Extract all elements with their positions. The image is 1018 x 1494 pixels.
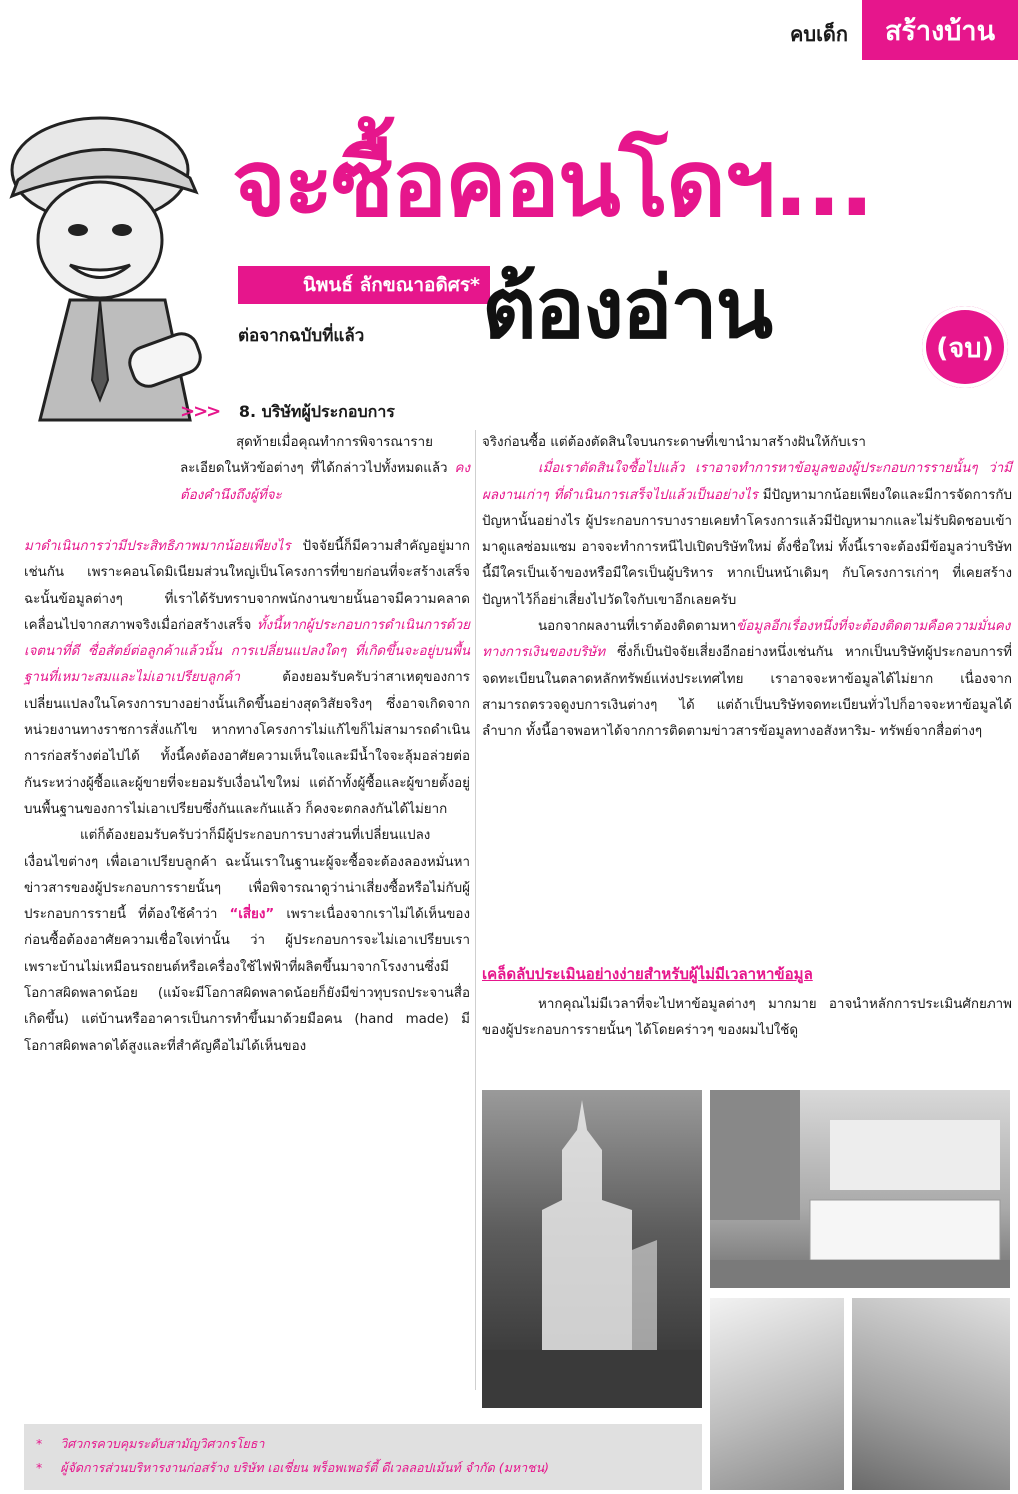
end-badge: (จบ) xyxy=(922,306,1008,388)
footnote-item: * ผู้จัดการส่วนบริหารงานก่อสร้าง บริษัท เอเชี่ยน พร็อพเพอร์ตี้ ดีเวลลอปเม้นท์ จำกัด (มหาชน) xyxy=(36,1460,550,1475)
body-text: สุดท้ายเมื่อคุณทำการพิจารณารายละเอียดในหัวข้อต่างๆ ที่ได้กล่าวไปทั้งหมดแล้ว xyxy=(180,435,448,477)
section-heading xyxy=(180,400,395,425)
article-title-line1: จะซื้อคอนโดฯ... xyxy=(232,130,873,237)
highlight-text: คงต้องคำนึงถึงผู้ที่จะ xyxy=(180,461,470,503)
body-text: เพราะเนื่องจากเราไม่ได้เห็นของก่อนซื้อต้องอาศัยความเชื่อใจเท่านั้น ว่า ผู้ประกอบการจะไม่เอาเปรียบเรา เพราะบ้านไม่เหมือนรถยนต์หรือเครื่องใช้ไฟฟ้าที่ผลิตขึ้นมาจากโรงงานซึ่งมีโอกาสผิดพลาดน้อย (แม้จะมีโอกาสผิดพลาดน้อยก็ยังมีข่าวทุบรถประจานสื่อเกิดขึ้น) แต่บ้านหรืออาคารเป็นการทำขึ้นมาด้วยมือคน (hand made) มีโอกาสผิดพลาดได้สูงและที่สำคัญคือไม่ได้เห็นของ xyxy=(24,907,471,1054)
body-text: ซึ่งก็เป็นปัจจัยเสี่ยงอีกอย่างหนึ่งเช่นกัน หากเป็นบริษัทผู้ประกอบการที่จดทะเบียนในตลาดหลักทรัพย์แห่งประเทศไทย เราอาจจะหาข้อมูลได้ไม่ยาก เนื่องจากสามารถตรวจดูงบการเงินต่างๆ ได้ แต่ถ้าเป็นบริษัทจดทะเบียนทั่วไปก็อาจจะหาข้อมูลได้ลำบาก ทั้งนี้อาจพอหาได้จากการติดตามข่าวสารข้อมูลทางอสังหาริม- ทรัพย์จากสื่อต่างๆ xyxy=(482,645,1012,740)
bed-icon xyxy=(710,1090,1010,1288)
highlight-text: มาดำเนินการว่ามีประสิทธิภาพมากน้อยเพียงไร xyxy=(24,539,291,554)
section-label-box: สร้างบ้าน xyxy=(862,0,1018,60)
highlight-text: เมื่อเราตัดสินใจซื้อไปแล้ว เราอาจทำการหาข้อมูลของผู้ประกอบการรายนั้นๆ ว่ามีผลงานเก่าๆ ที่ดำเนินการเสร็จไปแล้วเป็นอย่างไร xyxy=(482,461,1012,503)
building-icon xyxy=(482,1090,702,1408)
body-text: ปัจจัยนี้ก็มีความสำคัญอยู่มากเช่นกัน เพราะคอนโดมิเนียมส่วนใหญ่เป็นโครงการที่ขายก่อนที่จะสร้างเสร็จ ฉะนั้นข้อมูลต่างๆ ที่เราได้รับทราบจากพนักงานขายนั้นอาจมีความคลาดเคลื่อนไปจากสภาพจริงเมื่อก่อสร้างเสร็จ xyxy=(24,539,470,633)
continued-note: ต่อจากฉบับที่แล้ว xyxy=(238,326,365,346)
body-text: ต้องยอมรับครับว่าสาเหตุของการเปลี่ยนแปลงในโครงการบางอย่างนั้นเกิดขึ้นอย่างสุดวิสัยจริงๆ ซึ่งอาจเกิดจากหน่วยงานทางราชการสั่งแก้ไข หากทางโครงการไม่แก้ไขก็ไม่สามารถดำเนินการก่อสร้างต่อไปได้ ทั้งนี้คงต้องอาศัยความเห็นใจและมีน้ำใจจะลุ้มอล่วยต่อกันระหว่างผู้ซื้อและผู้ขายที่จะยอมรับเงื่อนไขใหม่ แต่ถ้าทั้งผู้ซื้อและผู้ขายตั้งอยู่บนพื้นฐานของการไม่เอาเปรียบซึ่งกันและกันแล้ว ก็คงจะตกลงกันได้ไม่ยาก xyxy=(24,670,470,817)
arrow-icon: >>> xyxy=(180,401,220,422)
tip-heading: เคล็ดลับประเมินอย่างง่ายสำหรับผู้ไม่มีเวลาหาข้อมูล xyxy=(482,965,813,983)
condo-tower-photo xyxy=(482,1090,702,1408)
section-heading-text: 8. บริษัทผู้ประกอบการ xyxy=(238,402,395,421)
author-byline: นิพนธ์ ลักขณาอดิศร* xyxy=(238,266,490,304)
right-column xyxy=(482,430,1012,746)
body-text: หากคุณไม่มีเวลาที่จะไปหาข้อมูลต่างๆ มากมาย อาจนำหลักการประเมินศักยภาพของผู้ประกอบการรายนั้นๆ ได้โดยคร่าวๆ ของผมไปใช้ดู xyxy=(482,997,1012,1039)
bedroom-photo xyxy=(710,1090,1010,1288)
highlight-text: ข้อมูลอีกเรื่องหนึ่งที่จะต้องติดตามคือความมั่นคงทางการเงินของบริษัท xyxy=(482,619,1011,661)
footnotes-box xyxy=(24,1424,702,1490)
footnote-item: * วิศวกรควบคุมระดับสามัญวิศวกรโยธา xyxy=(36,1436,265,1451)
column-divider xyxy=(475,430,476,1390)
left-column-top-paragraph xyxy=(180,430,470,509)
section-label-small: คบเด็ก xyxy=(790,22,849,46)
body-text: มีปัญหามากน้อยเพียงใดและมีการจัดการกับปัญหานั้นอย่างไร ผู้ประกอบการบางรายเคยทำโครงการแล้วมีปัญหามากและไม่รับผิดชอบเข้ามาดูแลซ่อมแซม อาจจะทำการหนีไปเปิดบริษัทใหม่ ตั้งชื่อใหม่ ทั้งนี้เราจะต้องมีข้อมูลว่าบริษัทนี้มีใครเป็นเจ้าของหรือมีใครเป็นผู้บริหาร หากเป็นหน้าเดิมๆ กับโครงการเก่าๆ ที่เคยสร้างปัญหาไว้ก็อย่าเสี่ยงไปวัดใจกับเขาอีกเลยครับ xyxy=(482,487,1012,608)
article-title-line2: ต้องอ่าน xyxy=(482,259,772,357)
highlight-text: ทั้งนี้หากผู้ประกอบการดำเนินการด้วยเจตนาที่ดี ซื่อสัตย์ต่อลูกค้าแล้วนั้น การเปลี่ยนแปลงใดๆ ที่เกิดขึ้นจะอยู่บนพื้นฐานที่เหมาะสมและไม่เอาเปรียบลูกค้า xyxy=(24,617,470,686)
engineer-cartoon-illustration xyxy=(0,100,232,430)
body-text: จริงก่อนซื้อ แต่ต้องตัดสินใจบนกระดาษที่เขานำมาสร้างฝันให้กับเรา xyxy=(482,435,866,450)
tip-paragraph xyxy=(482,992,1012,1045)
living-room-photo xyxy=(710,1298,844,1490)
body-text: นอกจากผลงานที่เราต้องติดตามหา xyxy=(538,619,737,635)
left-column xyxy=(24,534,470,1060)
kitchen-photo xyxy=(852,1298,1010,1490)
highlight-text: “เสี่ยง” xyxy=(229,907,275,923)
body-text: แต่ก็ต้องยอมรับครับว่าก็มีผู้ประกอบการบางส่วนที่เปลี่ยนแปลงเงื่อนไขต่างๆ เพื่อเอาเปรียบลูกค้า ฉะนั้นเราในฐานะผู้จะซื้อจะต้องลองหมั่นหาข่าวสารของผู้ประกอบการรายนั้นๆ เพื่อพิจารณาดูว่าน่าเสี่ยงซื้อหรือไม่กับผู้ประกอบการรายนี้ ที่ต้องใช้คำว่า xyxy=(24,828,470,923)
